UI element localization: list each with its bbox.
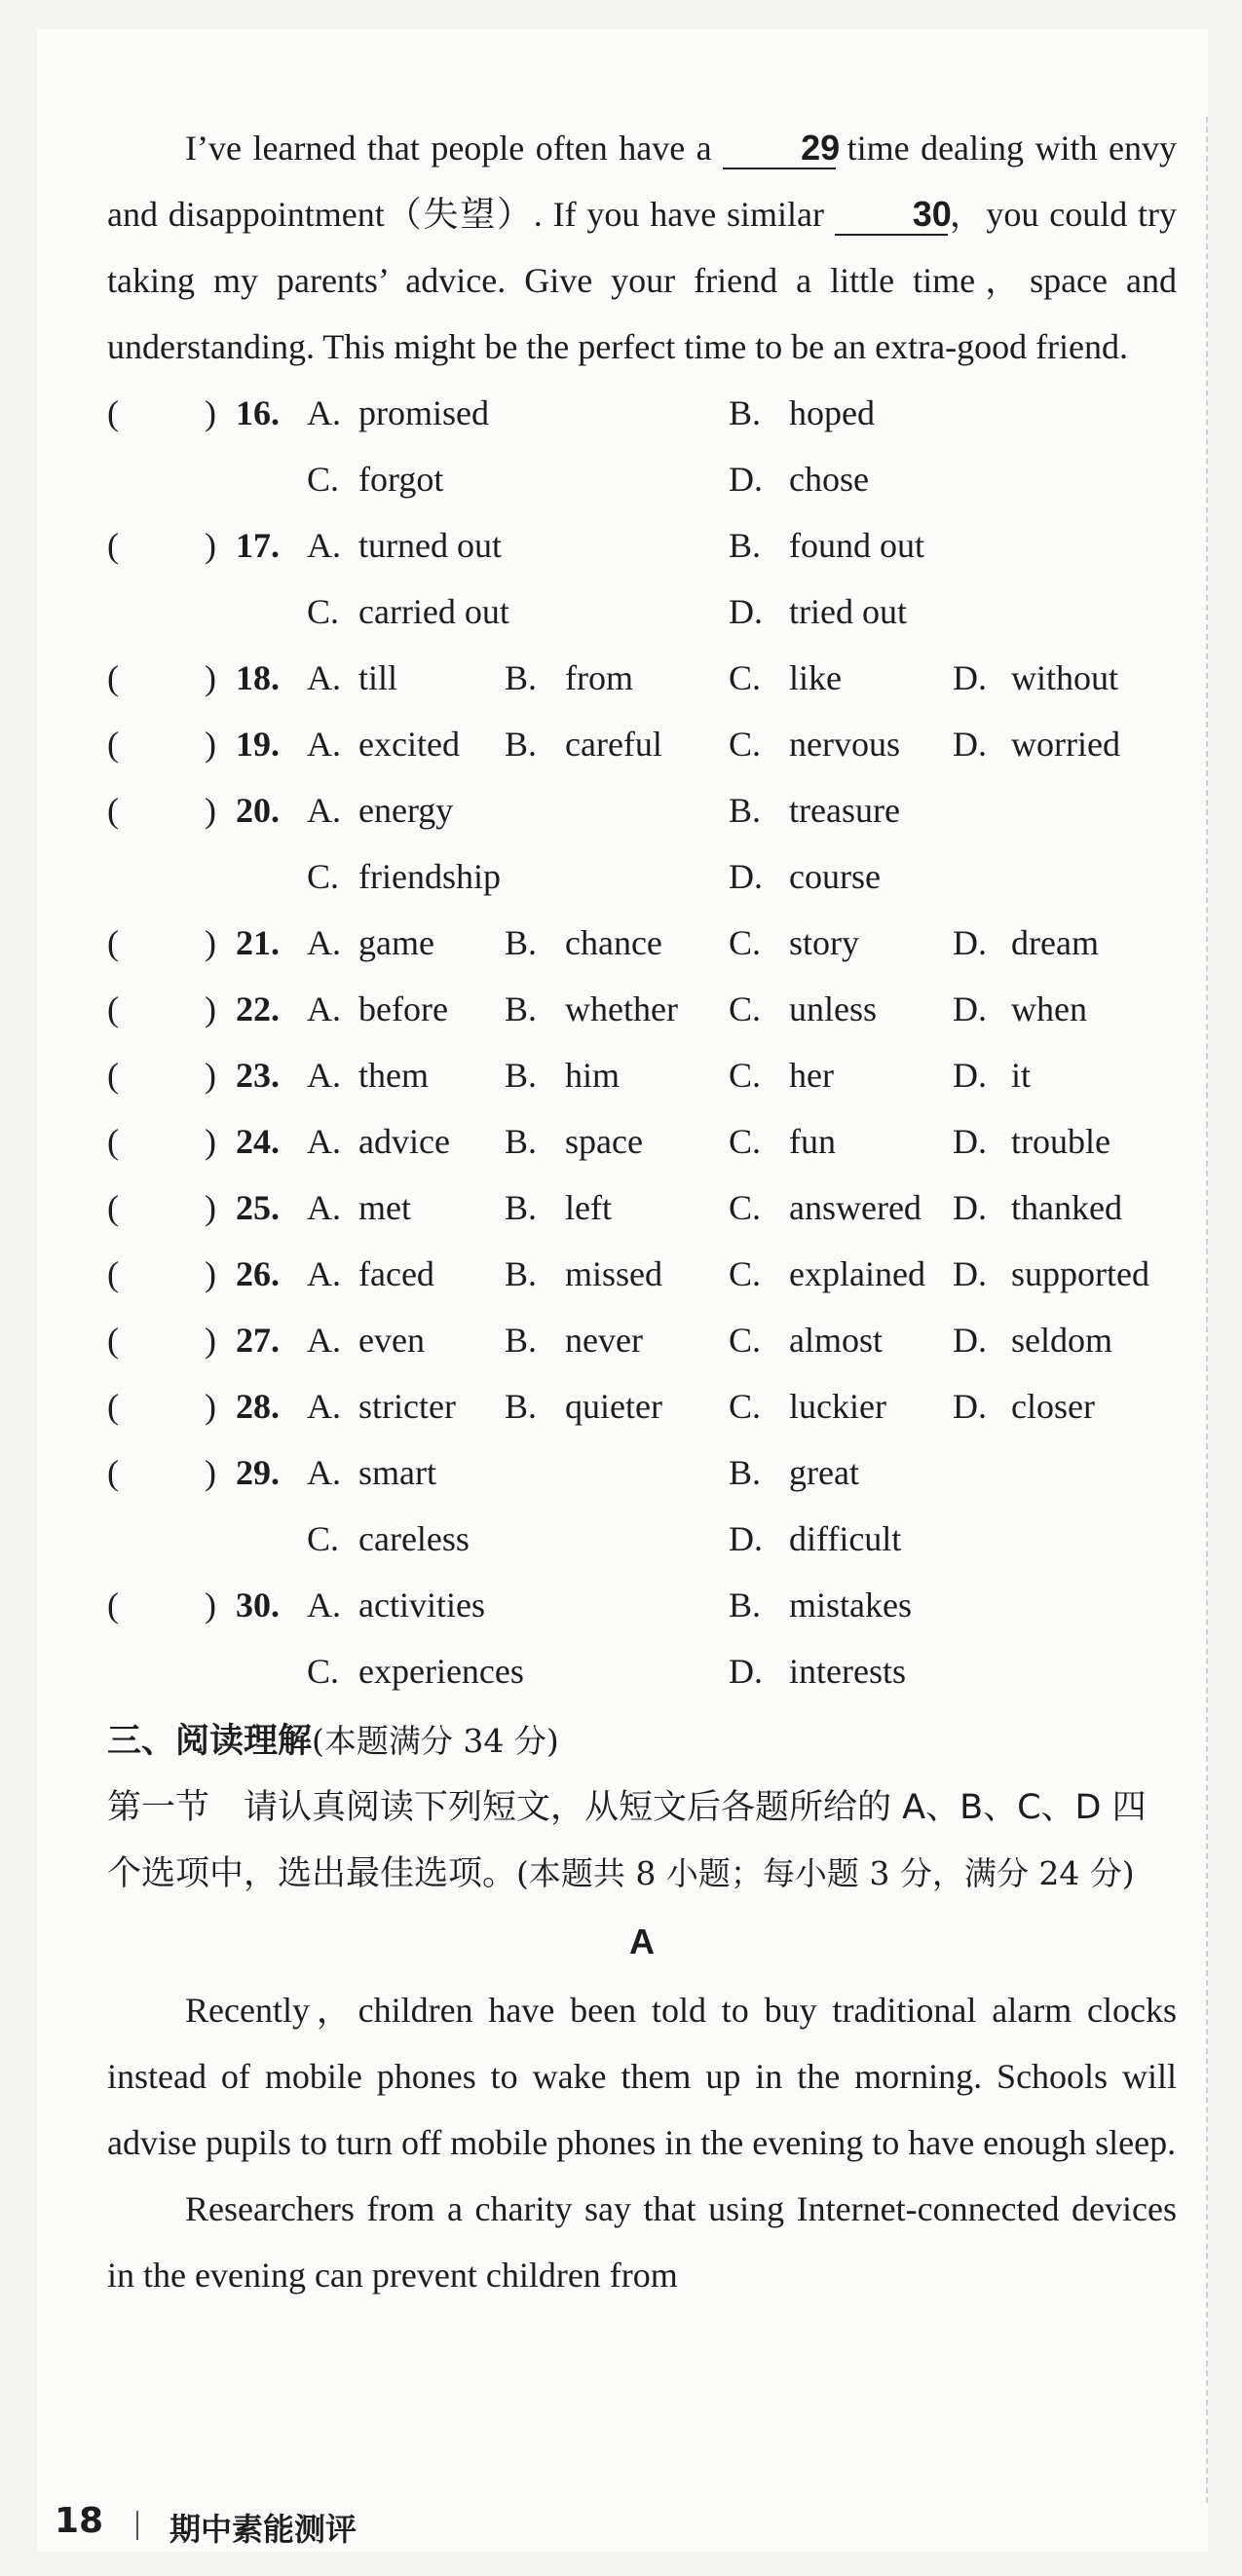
option-b: never: [565, 1321, 643, 1360]
option-c: luckier: [789, 1387, 886, 1426]
option-b: missed: [565, 1254, 663, 1293]
question-row: [107, 1307, 1177, 1373]
answer-paren-left: (: [107, 393, 119, 432]
option-letter-d: D.: [953, 1387, 987, 1426]
answer-paren-left: (: [107, 989, 119, 1028]
answer-paren-right: ): [205, 1453, 216, 1492]
option-a: even: [358, 1321, 425, 1360]
question-row: [107, 1572, 1177, 1638]
question-number: 25.: [236, 1188, 280, 1227]
question-list: [107, 380, 1177, 1704]
blank-30: 30: [835, 195, 948, 236]
instruction-score-note: (本题共 8 小题；每小题 3 分，满分 24 分): [516, 1854, 1135, 1892]
question-number: 26.: [236, 1254, 280, 1293]
book-title: 期中素能测评: [169, 2511, 358, 2548]
answer-paren-right: ): [205, 791, 216, 830]
option-letter-d: D.: [729, 592, 763, 631]
option-a: met: [358, 1188, 411, 1227]
option-letter-b: B.: [505, 658, 538, 697]
option-letter-c: C.: [307, 857, 340, 896]
option-letter-d: D.: [953, 1188, 987, 1227]
option-letter-d: D.: [729, 460, 763, 499]
option-letter-c: C.: [307, 1652, 340, 1691]
question-number: 20.: [236, 791, 280, 830]
option-c: fun: [789, 1122, 836, 1161]
question-number: 22.: [236, 989, 280, 1028]
option-letter-a: A.: [307, 989, 341, 1028]
option-c: friendship: [358, 857, 501, 896]
section-score-note: (本题满分 34 分): [312, 1722, 559, 1760]
answer-paren-right: ): [205, 1586, 216, 1624]
option-a: before: [358, 989, 448, 1028]
answer-paren-left: (: [107, 725, 119, 764]
passage-label: A: [629, 1922, 655, 1961]
option-letter-a: A.: [307, 1122, 341, 1161]
option-c: story: [789, 923, 859, 962]
option-c: explained: [789, 1254, 925, 1293]
option-a: them: [358, 1056, 429, 1095]
option-letter-a: A.: [307, 1321, 341, 1360]
option-letter-a: A.: [307, 1188, 341, 1227]
option-letter-d: D.: [729, 857, 763, 896]
option-letter-c: C.: [729, 658, 762, 697]
option-letter-b: B.: [729, 1586, 762, 1624]
option-letter-d: D.: [729, 1519, 763, 1558]
option-a: activities: [358, 1586, 485, 1624]
question-row: [107, 1241, 1177, 1307]
question-row-cont: [107, 1638, 1177, 1704]
option-d: without: [1011, 658, 1119, 697]
option-d: tried out: [789, 592, 907, 631]
option-letter-c: C.: [307, 460, 340, 499]
question-number: 18.: [236, 658, 280, 697]
option-b: from: [565, 658, 633, 697]
option-letter-d: D.: [953, 989, 987, 1028]
answer-paren-right: ): [205, 923, 216, 962]
option-letter-a: A.: [307, 1387, 341, 1426]
option-letter-b: B.: [729, 791, 762, 830]
option-letter-c: C.: [729, 1254, 762, 1293]
option-c: almost: [789, 1321, 883, 1360]
option-letter-d: D.: [953, 725, 987, 764]
option-a: energy: [358, 791, 454, 830]
option-letter-c: C.: [729, 1387, 762, 1426]
option-b: quieter: [565, 1387, 662, 1426]
page-number: 18: [55, 2501, 104, 2541]
option-a: till: [358, 658, 398, 697]
option-c: careless: [358, 1519, 470, 1558]
option-d: supported: [1011, 1254, 1149, 1293]
answer-paren-left: (: [107, 1254, 119, 1293]
option-c: forgot: [358, 460, 444, 499]
binding-edge-line: [1206, 117, 1208, 2503]
option-letter-c: C.: [729, 989, 762, 1028]
option-letter-c: C.: [729, 1188, 762, 1227]
option-letter-d: D.: [953, 1122, 987, 1161]
question-row: [107, 1373, 1177, 1439]
option-letter-a: A.: [307, 658, 341, 697]
option-letter-b: B.: [505, 1188, 538, 1227]
option-c: nervous: [789, 725, 900, 764]
option-a: stricter: [358, 1387, 456, 1426]
option-a: turned out: [358, 526, 502, 565]
option-letter-a: A.: [307, 923, 341, 962]
question-number: 28.: [236, 1387, 280, 1426]
option-b: treasure: [789, 791, 900, 830]
option-letter-a: A.: [307, 1453, 341, 1492]
option-letter-c: C.: [729, 1056, 762, 1095]
option-d: thanked: [1011, 1188, 1122, 1227]
option-letter-b: B.: [505, 725, 538, 764]
option-letter-c: C.: [729, 1321, 762, 1360]
section-title-text: 三、阅读理解: [107, 1722, 313, 1761]
option-letter-a: A.: [307, 526, 341, 565]
option-a: advice: [358, 1122, 450, 1161]
option-b: great: [789, 1453, 859, 1492]
option-letter-b: B.: [505, 923, 538, 962]
question-row: [107, 1439, 1177, 1506]
question-row: [107, 777, 1177, 843]
option-letter-d: D.: [729, 1652, 763, 1691]
answer-paren-right: ): [205, 989, 216, 1028]
reading-paragraph-1: Recently，children have been told to buy traditional alarm clocks instead of mobile phones to wake them up in the morning. Schools will advise pupils to turn off mobile phones in the evening to have enough sleep.: [107, 1991, 1177, 2162]
option-a: faced: [358, 1254, 434, 1293]
option-b: mistakes: [789, 1586, 912, 1624]
option-letter-c: C.: [729, 923, 762, 962]
option-b: space: [565, 1122, 643, 1161]
option-a: promised: [358, 393, 489, 432]
option-c: answered: [789, 1188, 922, 1227]
question-number: 24.: [236, 1122, 280, 1161]
option-letter-b: B.: [729, 393, 762, 432]
option-letter-b: B.: [505, 1056, 538, 1095]
answer-paren-right: ): [205, 1056, 216, 1095]
answer-paren-right: ): [205, 1387, 216, 1426]
question-number: 21.: [236, 923, 280, 962]
option-d: worried: [1011, 725, 1120, 764]
option-d: chose: [789, 460, 869, 499]
option-d: trouble: [1011, 1122, 1110, 1161]
option-b: him: [565, 1056, 621, 1095]
option-letter-b: B.: [729, 526, 762, 565]
option-b: left: [565, 1188, 612, 1227]
option-d: when: [1011, 989, 1087, 1028]
question-row: [107, 512, 1177, 579]
option-d: difficult: [789, 1519, 902, 1558]
option-letter-c: C.: [729, 1122, 762, 1161]
option-d: closer: [1011, 1387, 1095, 1426]
answer-paren-left: (: [107, 1321, 119, 1360]
option-letter-c: C.: [307, 1519, 340, 1558]
option-c: experiences: [358, 1652, 524, 1691]
answer-paren-right: ): [205, 393, 216, 432]
content: [107, 115, 1177, 2308]
question-row: [107, 711, 1177, 777]
option-d: interests: [789, 1652, 906, 1691]
question-row: [107, 645, 1177, 711]
text-segment: I’ve learned that people often have a: [185, 129, 712, 168]
option-letter-b: B.: [505, 1387, 538, 1426]
answer-paren-right: ): [205, 658, 216, 697]
answer-paren-left: (: [107, 1188, 119, 1227]
option-a: game: [358, 923, 434, 962]
option-a: smart: [358, 1453, 436, 1492]
option-b: hoped: [789, 393, 875, 432]
option-letter-d: D.: [953, 1056, 987, 1095]
question-row: [107, 1175, 1177, 1241]
question-row-cont: [107, 843, 1177, 910]
question-number: 17.: [236, 526, 280, 565]
option-b: chance: [565, 923, 662, 962]
question-number: 19.: [236, 725, 280, 764]
option-c: carried out: [358, 592, 509, 631]
question-row: [107, 380, 1177, 446]
option-letter-a: A.: [307, 393, 341, 432]
answer-paren-left: (: [107, 658, 119, 697]
option-letter-b: B.: [505, 1321, 538, 1360]
answer-paren-left: (: [107, 1586, 119, 1624]
option-letter-b: B.: [729, 1453, 762, 1492]
option-letter-d: D.: [953, 923, 987, 962]
question-number: 27.: [236, 1321, 280, 1360]
blank-29: 29: [723, 129, 836, 169]
option-c: like: [789, 658, 842, 697]
question-row: [107, 1042, 1177, 1108]
question-row-cont: [107, 1506, 1177, 1572]
question-row-cont: [107, 579, 1177, 645]
option-d: dream: [1011, 923, 1099, 962]
answer-paren-right: ): [205, 1321, 216, 1360]
option-b: whether: [565, 989, 678, 1028]
question-number: 23.: [236, 1056, 280, 1095]
answer-paren-right: ): [205, 1188, 216, 1227]
option-b: careful: [565, 725, 662, 764]
answer-paren-left: (: [107, 1056, 119, 1095]
question-row: [107, 1108, 1177, 1175]
option-letter-a: A.: [307, 1056, 341, 1095]
answer-paren-right: ): [205, 725, 216, 764]
passage-end-paragraph: [107, 115, 1177, 380]
text-segment: time dealing with envy and disappointment（失望）. If you have similar: [107, 129, 1177, 234]
answer-paren-left: (: [107, 1122, 119, 1161]
answer-paren-left: (: [107, 923, 119, 962]
question-number: 16.: [236, 393, 280, 432]
answer-paren-left: (: [107, 791, 119, 830]
option-letter-a: A.: [307, 791, 341, 830]
option-letter-b: B.: [505, 989, 538, 1028]
option-d: seldom: [1011, 1321, 1112, 1360]
reading-paragraph-2: Researchers from a charity say that using Internet-connected devices in the evening can prevent children from: [107, 2189, 1177, 2295]
footer-divider: [136, 2511, 138, 2540]
option-letter-d: D.: [953, 658, 987, 697]
option-c: unless: [789, 989, 877, 1028]
option-d: course: [789, 857, 881, 896]
answer-paren-left: (: [107, 526, 119, 565]
option-d: it: [1011, 1056, 1032, 1095]
answer-paren-left: (: [107, 1387, 119, 1426]
option-letter-b: B.: [505, 1122, 538, 1161]
option-letter-a: A.: [307, 1254, 341, 1293]
instruction-text: 第一节 请认真阅读下列短文，从短文后各题所给的 A、B、C、D 四个选项中，选出最佳选项。: [107, 1788, 1147, 1893]
answer-paren-right: ): [205, 1122, 216, 1161]
question-row: [107, 910, 1177, 976]
question-number: 30.: [236, 1586, 280, 1624]
option-letter-b: B.: [505, 1254, 538, 1293]
answer-paren-right: ): [205, 526, 216, 565]
option-letter-c: C.: [307, 592, 340, 631]
question-row-cont: [107, 446, 1177, 512]
option-b: found out: [789, 526, 924, 565]
part1-instructions: [107, 1774, 1177, 1907]
answer-paren-left: (: [107, 1453, 119, 1492]
option-c: her: [789, 1056, 834, 1095]
option-letter-a: A.: [307, 1586, 341, 1624]
answer-paren-right: ): [205, 1254, 216, 1293]
option-letter-c: C.: [729, 725, 762, 764]
section-title: [107, 1708, 1177, 1774]
option-letter-d: D.: [953, 1254, 987, 1293]
text-segment: ，you could try taking my parents’ advice. Give your friend a little time，space and understanding. This might be the perfect time to be an extra-good friend.: [107, 195, 1177, 366]
question-number: 29.: [236, 1453, 280, 1492]
option-letter-d: D.: [953, 1321, 987, 1360]
option-a: excited: [358, 725, 460, 764]
option-letter-a: A.: [307, 725, 341, 764]
question-row: [107, 976, 1177, 1042]
